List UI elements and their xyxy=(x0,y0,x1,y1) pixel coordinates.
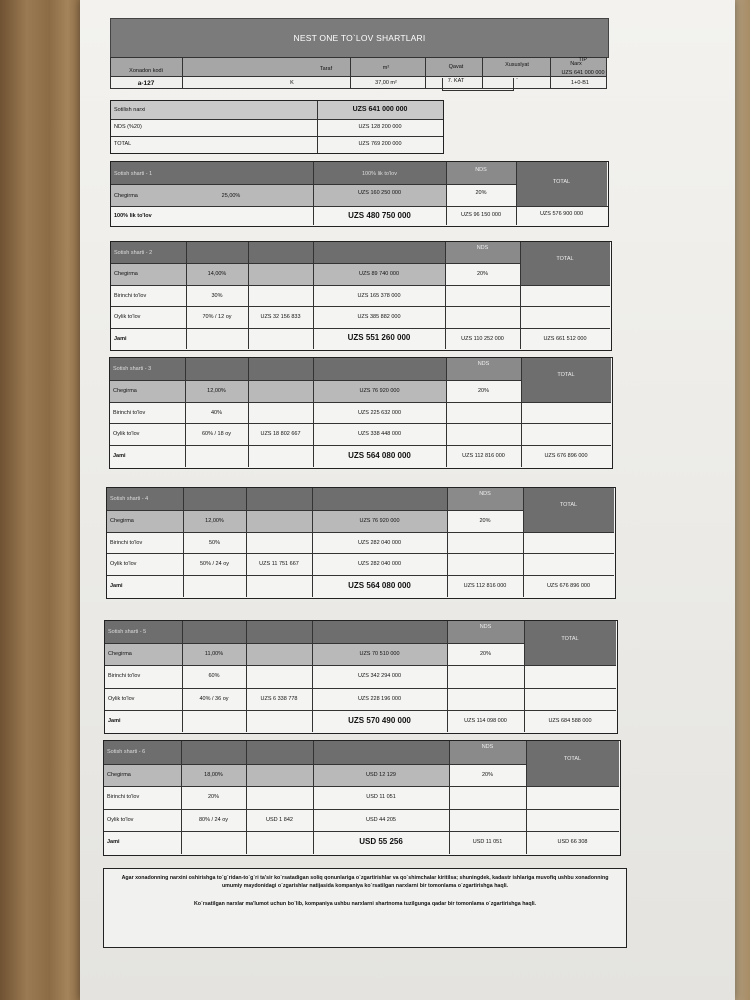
row-value: UZS 76 920 000 xyxy=(359,387,400,394)
nds-header: NDS xyxy=(475,166,487,173)
row-label: Oylik to'lov xyxy=(113,430,140,437)
row-nds xyxy=(447,665,524,687)
total-header: TOTAL xyxy=(559,502,578,509)
row-value: UZS 225 632 000 xyxy=(357,409,402,416)
info-header: Qavat xyxy=(448,63,464,70)
summary-table xyxy=(110,100,444,154)
row-monthly xyxy=(246,532,312,554)
row-monthly xyxy=(246,510,312,532)
total-header: TOTAL xyxy=(552,178,571,185)
row-nds: 20% xyxy=(476,270,488,277)
info-value: - xyxy=(516,76,518,83)
row-value: UZS 228 196 000 xyxy=(357,696,402,703)
row-nds xyxy=(445,285,520,306)
plan-table-6 xyxy=(103,740,621,856)
title-text: NEST ONE TO`LOV SHARTLARI xyxy=(293,33,426,43)
row-value: UZS 76 920 000 xyxy=(359,517,400,524)
row-nds: 20% xyxy=(481,772,493,779)
jami-nds: UZS 110 252 000 xyxy=(461,335,504,342)
row-pct: 60% / 18 oy xyxy=(201,430,232,437)
row-pct: 50% xyxy=(208,539,220,546)
row-label: Birinchi to'lov xyxy=(108,673,141,680)
info-header: Taraf xyxy=(319,65,333,72)
info-header: m² xyxy=(382,64,390,71)
nds-header: NDS xyxy=(479,490,491,497)
plan-title: Sotish sharti - 1 xyxy=(114,170,153,177)
row-monthly: USD 1 842 xyxy=(266,817,293,824)
row-pct: 50% / 24 oy xyxy=(199,560,230,567)
row-nds xyxy=(445,306,520,327)
info-table xyxy=(110,57,607,89)
jami-label: 100% lik to'lov xyxy=(114,212,152,219)
note-paragraph-2: Ko`rsatilgan narxlar ma'lumot uchun bo`lib, kompaniya ushbu narxlarni shartnoma tuzilgunga qadar bir tomonlama o`zgartirishga haqli. xyxy=(193,901,537,908)
row-monthly xyxy=(248,285,313,306)
jami-value: UZS 564 080 000 xyxy=(348,450,411,460)
row-pct: 80% / 24 oy xyxy=(198,817,229,824)
jami-total: UZS 684 588 000 xyxy=(548,718,592,725)
row-value: UZS 70 510 000 xyxy=(359,651,400,658)
row-nds xyxy=(447,688,524,710)
plan-title: Sotish sharti - 3 xyxy=(113,365,152,372)
jami-value: UZS 570 490 000 xyxy=(348,715,411,725)
row-pct: 30% xyxy=(211,292,223,299)
row-value: UZS 165 378 000 xyxy=(357,292,401,299)
row-label: Chegirma xyxy=(107,772,131,779)
row-label: Oylik to'lov xyxy=(107,817,134,824)
row-value: USD 44 205 xyxy=(366,817,396,824)
jami-label: Jami xyxy=(108,718,121,725)
info-value: UZS 641 000 000 xyxy=(561,70,605,77)
jami-total: UZS 576 900 000 xyxy=(539,210,584,217)
row-pct: 14,00% xyxy=(207,270,227,277)
row-nds xyxy=(447,532,523,554)
row-label: Chegirma xyxy=(114,270,138,277)
row-value: USD 11 051 xyxy=(366,794,396,801)
info-header: TIP xyxy=(578,56,587,63)
plan-col-header: 100% lik to'lov xyxy=(362,170,397,177)
info-header: Xonadon kodi xyxy=(129,67,163,74)
info-value: K xyxy=(290,80,294,87)
row-label: Birinchi to'lov xyxy=(114,292,147,299)
row-pct: 25,00% xyxy=(221,192,241,199)
row-label: Chegirma xyxy=(114,192,138,199)
nds-header: NDS xyxy=(481,744,494,751)
row-nds: 20% xyxy=(479,651,491,658)
row-monthly: UZS 32 156 833 xyxy=(260,313,301,320)
total-header: TOTAL xyxy=(563,756,582,763)
jami-nds: UZS 96 150 000 xyxy=(460,211,502,218)
jami-nds: USD 11 051 xyxy=(472,839,503,846)
plan-table-3 xyxy=(109,357,613,469)
info-header: Narx xyxy=(570,60,582,67)
row-monthly xyxy=(246,665,312,687)
row-pct: 70% / 12 oy xyxy=(202,313,232,320)
row-monthly xyxy=(248,263,313,284)
summary-label: TOTAL xyxy=(114,141,132,148)
jami-label: Jami xyxy=(114,335,127,342)
plan-title: Sotish sharti - 6 xyxy=(107,749,146,756)
row-value: UZS 160 250 000 xyxy=(357,189,402,196)
plan-title: Sotish sharti - 5 xyxy=(108,629,147,636)
row-pct: 12,00% xyxy=(207,387,226,394)
info-header: Xususlyat xyxy=(505,61,529,68)
row-value: UZS 89 740 000 xyxy=(358,270,400,277)
plan-table-1 xyxy=(110,161,609,227)
row-monthly xyxy=(248,380,313,402)
unit-code: a-127 xyxy=(137,79,155,87)
row-label: Birinchi to'lov xyxy=(110,539,143,546)
summary-value: UZS 769 200 000 xyxy=(358,141,402,148)
total-header: TOTAL xyxy=(557,372,575,379)
nds-header: NDS xyxy=(477,360,490,367)
summary-value: UZS 128 200 000 xyxy=(358,124,402,131)
row-nds: 20% xyxy=(477,387,489,394)
row-nds xyxy=(446,423,521,445)
row-value: UZS 385 882 000 xyxy=(357,313,401,320)
row-monthly xyxy=(246,786,313,809)
jami-label: Jami xyxy=(110,582,123,589)
jami-value: UZS 480 750 000 xyxy=(348,210,411,220)
jami-label: Jami xyxy=(107,839,120,846)
row-monthly: UZS 11 751 667 xyxy=(259,560,299,567)
jami-value: UZS 564 080 000 xyxy=(348,580,411,590)
row-value: UZS 342 294 000 xyxy=(357,673,402,680)
row-value: UZS 282 040 000 xyxy=(357,539,402,546)
jami-total: UZS 676 896 000 xyxy=(544,452,588,459)
summary-label: Sotilish narxi xyxy=(114,106,146,113)
price-box-frame xyxy=(442,78,514,91)
row-nds xyxy=(446,402,521,424)
row-pct: 12,00% xyxy=(205,517,224,524)
nds-header: NDS xyxy=(476,244,489,251)
row-pct: 11,00% xyxy=(204,651,224,658)
plan-title: Sotish sharti - 4 xyxy=(110,495,149,502)
row-pct: 18,00% xyxy=(204,772,223,779)
row-monthly: UZS 6 338 778 xyxy=(260,696,298,703)
summary-label: NDS (%20) xyxy=(114,124,142,131)
row-value: USD 12 129 xyxy=(366,772,396,779)
nds-header: NDS xyxy=(479,624,492,631)
jami-total: UZS 676 896 000 xyxy=(546,582,591,589)
row-label: Oylik to'lov xyxy=(110,560,137,567)
row-monthly: UZS 18 802 667 xyxy=(260,430,301,437)
info-value: 37,00 m² xyxy=(375,80,397,87)
row-monthly xyxy=(248,402,313,424)
row-nds xyxy=(449,809,526,832)
row-nds: 20% xyxy=(479,517,491,524)
row-monthly xyxy=(246,764,313,787)
plan-table-4 xyxy=(106,487,616,599)
plan-table-5 xyxy=(104,620,618,734)
row-label: Chegirma xyxy=(110,517,134,524)
row-nds xyxy=(447,553,523,575)
row-pct: 20% xyxy=(207,794,219,801)
row-label: Oylik to'lov xyxy=(114,313,141,320)
info-value: 7. KAT xyxy=(447,78,465,85)
plan-table-2 xyxy=(110,241,612,351)
row-pct: 40% xyxy=(210,409,222,416)
note-paragraph-1: Agar xonadonning narxini oshirishga to`g`ridan-to`g`ri ta'sir ko`rsatadigan soliq qonunlariga o`zgartirishlar va qo`shimchalar kiritilsa; shuningdek, kadastr ishlariga muvofiq ushbu xonadonning umumiy maydonidagi o`zgarishlar natijasida kompaniya ko`rsatilgan narxlarni bir tomonlama o`zgartirishga haqli. xyxy=(121,875,609,890)
row-nds: 20% xyxy=(475,189,487,196)
total-header: TOTAL xyxy=(556,256,574,263)
plan-title: Sotish sharti - 2 xyxy=(114,249,153,256)
jami-nds: UZS 114 098 000 xyxy=(464,718,507,725)
jami-nds: UZS 112 816 000 xyxy=(463,582,507,589)
page-title xyxy=(110,18,609,58)
jami-total: USD 66 308 xyxy=(557,839,588,846)
summary-value: UZS 641 000 000 xyxy=(352,106,408,114)
row-monthly xyxy=(246,643,312,665)
row-nds xyxy=(449,786,526,809)
jami-nds: UZS 112 816 000 xyxy=(462,452,505,459)
jami-value: UZS 551 260 000 xyxy=(347,333,411,343)
total-header: TOTAL xyxy=(561,635,579,642)
row-label: Birinchi to'lov xyxy=(113,409,146,416)
disclaimer-note xyxy=(103,868,627,948)
row-label: Birinchi to'lov xyxy=(107,794,140,801)
row-value: UZS 282 040 000 xyxy=(357,560,402,567)
tip-value: 1+0-B1 xyxy=(571,80,589,87)
wood-table-left xyxy=(0,0,90,1000)
row-label: Chegirma xyxy=(108,651,132,658)
row-pct: 60% xyxy=(208,673,220,680)
row-label: Oylik to'lov xyxy=(108,696,135,703)
row-label: Chegirma xyxy=(113,387,137,394)
row-value: UZS 338 448 000 xyxy=(357,430,402,437)
jami-label: Jami xyxy=(113,452,126,459)
row-pct: 40% / 36 oy xyxy=(199,696,229,703)
jami-value: USD 55 256 xyxy=(359,836,403,846)
jami-total: UZS 661 512 000 xyxy=(543,335,587,342)
